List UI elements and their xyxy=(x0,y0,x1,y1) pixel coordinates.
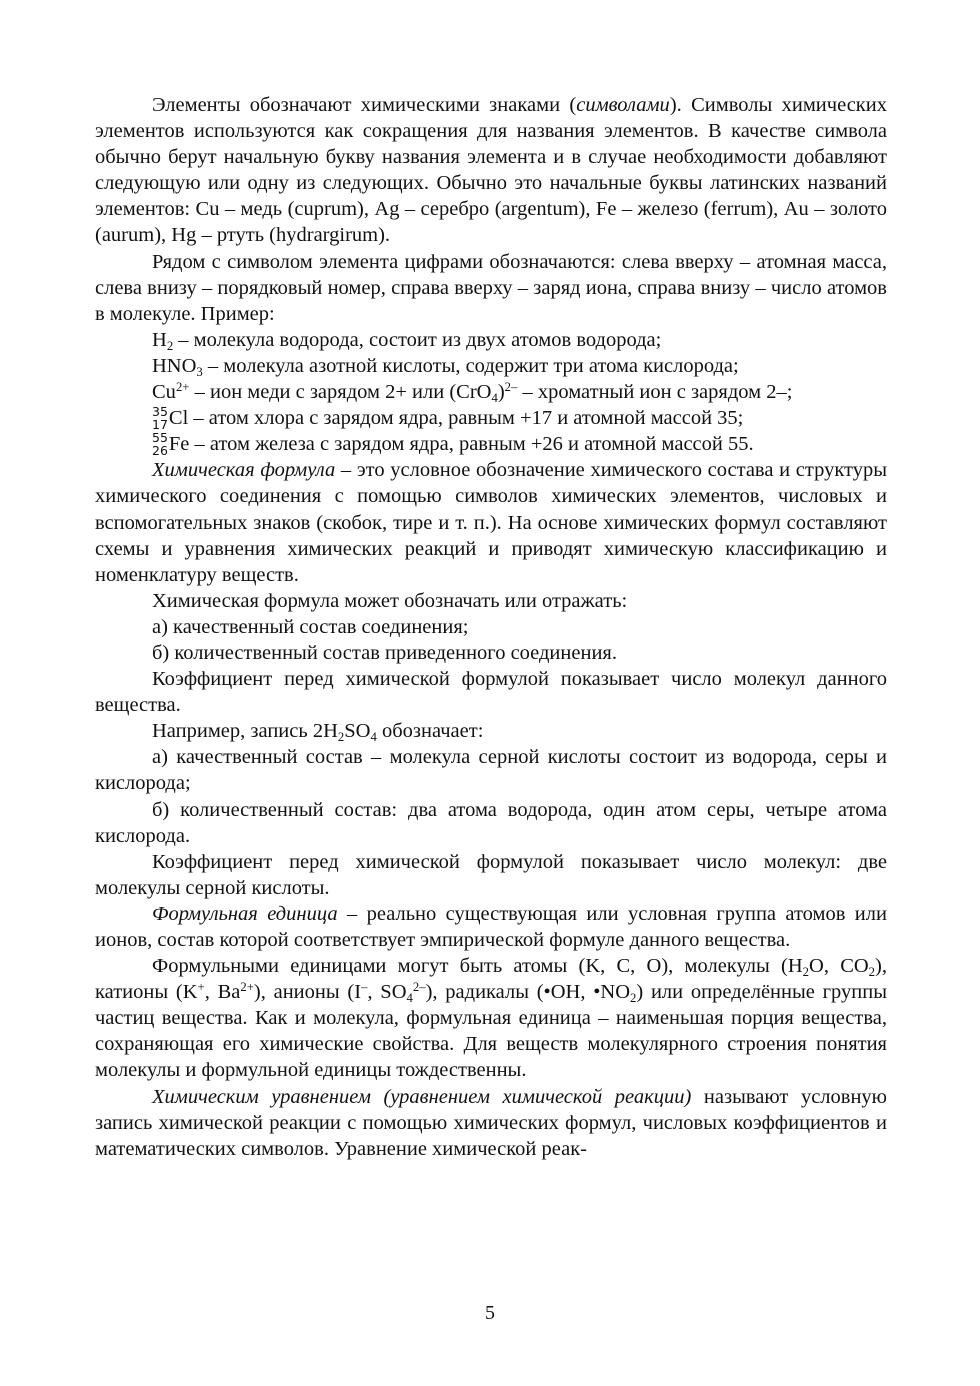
paragraph-symbols: Элементы обозначают химическими знаками (символами). Символы химических элементов используются как сокращения для названия элементов. В качестве символа обычно берут начальную букву названия элемента и в случае необходимости добавляют следующую или одну из следующих. Обычно это начальные буквы латинских названий элементов: Cu – медь (cuprum), Ag – серебро (argentum), Fe – железо (ferrum), Au – золото (aurum), Hg – ртуть (hydrargirum). xyxy=(95,94,887,247)
paragraph-formula-can-mean: Химическая формула может обозначать или отражать: xyxy=(152,589,628,612)
list-item-a: а) качественный состав соединения; xyxy=(152,615,469,638)
example-h2: $H_2$ – молекула водорода, состоит из двух атомов водорода; xyxy=(152,328,662,353)
paragraph-formula-definition: Химическая формула – это условное обозначение химического состава и структуры химического соединения с помощью символов химических элементов, числовых и вспомогательных знаков (скобок, тире и т. п.). На основе химических формул составляют схемы и уравнения химических реакций и приводят химическую классификацию и номенклатуру веществ. xyxy=(95,459,887,586)
example-item-b: б) количественный состав: два атома водорода, один атом серы, четыре атома кислорода. xyxy=(95,798,887,847)
paragraph-formula-unit: Формульная единица – реально существующая или условная группа атомов или ионов, состав которой соответствует эмпирической формуле данного вещества. xyxy=(95,902,887,951)
paragraph-notation: Рядом с символом элемента цифрами обозначаются: слева вверху – атомная масса, слева внизу – порядковый номер, справа вверху – заряд иона, справа внизу – число атомов в молекуле. Пример: xyxy=(95,250,887,325)
example-chlorine: 35 17 Cl – атом хлора с зарядом ядра, равным +17 и атомной массой 35; xyxy=(152,404,744,432)
list-item-b: б) количественный состав приведенного соединения. xyxy=(152,641,617,664)
example-cu-cro4: $Cu^{2+}$ – ион меди с зарядом 2+ или $(CrO_4)^{2-}$ – хроматный ион с зарядом 2–; xyxy=(152,380,793,405)
page-body xyxy=(95,92,887,1162)
paragraph-coefficient-example: Коэффициент перед химической формулой показывает число молекул: две молекулы серной кислоты. xyxy=(95,850,887,899)
paragraph-formula-units-list: Формульными единицами могут быть атомы (K, C, O), молекулы ($H_2O$, $CO_2$), катионы (K+, $Ba^{2+}$), анионы (I–, $SO_4^{2-}$), радикалы (•OH, $•NO_2$) или определённые группы частиц вещества. Как и молекула, формульная единица – наименьшая порция вещества, сохраняющая его химические свойства. Для веществ молекулярного строения понятия молекулы и формульной единицы тождественны. xyxy=(95,955,887,1082)
paragraph-chemical-equation: Химическим уравнением (уравнением химической реакции) называют условную запись химической реакции с помощью химических формул, числовых коэффициентов и математических символов. Уравнение химической реак- xyxy=(95,1085,887,1160)
example-item-a: а) качественный состав – молекула серной кислоты состоит из водорода, серы и кислорода; xyxy=(95,746,887,795)
isotope-notation-fe: 55 26 xyxy=(152,430,168,458)
example-h2so4: Например, запись $2H_2SO_4$ обозначает: xyxy=(152,720,484,745)
example-hno3: $HNO_3$ – молекула азотной кислоты, содержит три атома кислорода; xyxy=(152,354,739,379)
example-iron: 55 26 Fe – атом железа с зарядом ядра, равным +26 и атомной массой 55. xyxy=(152,430,754,458)
page-number: 5 xyxy=(485,1302,495,1324)
isotope-notation-cl: 35 17 xyxy=(152,404,168,432)
paragraph-coefficient: Коэффициент перед химической формулой показывает число молекул данного вещества. xyxy=(95,668,887,717)
